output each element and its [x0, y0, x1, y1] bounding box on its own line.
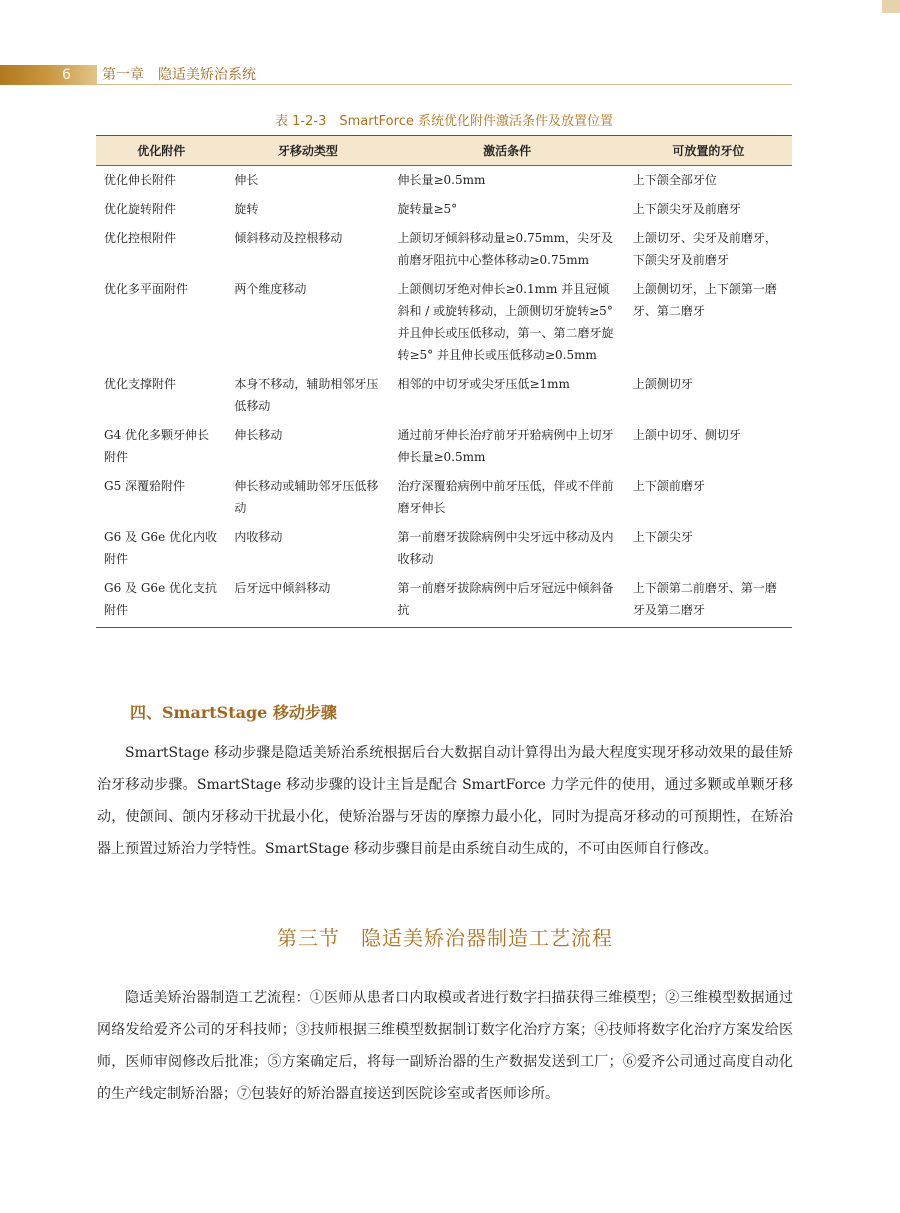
chapter-title: 第一章 隐适美矫治系统 — [102, 67, 256, 83]
column-header: 可放置的牙位 — [625, 136, 792, 166]
table-cell: 上下颌全部牙位 — [632, 173, 717, 187]
table-row — [96, 370, 792, 421]
table-cell: 上下颌尖牙及前磨牙 — [632, 202, 741, 216]
column-header: 优化附件 — [96, 136, 226, 166]
table-row — [96, 421, 792, 472]
table-cell: 上颌切牙倾斜移动量≥0.75mm，尖牙及前磨牙阻抗中心整体移动≥0.75mm — [397, 231, 613, 267]
table-cell: 上下颌前磨牙 — [632, 479, 705, 493]
table-cell: G6 及 G6e 优化支抗附件 — [96, 574, 226, 628]
table-cell: 上下颌尖牙 — [632, 530, 693, 544]
attachment-table — [96, 135, 792, 628]
smartstage-heading: 四、SmartStage 移动步骤 — [130, 703, 337, 722]
table-cell: 第一前磨牙拔除病例中尖牙远中移动及内收移动 — [397, 530, 614, 566]
smartstage-paragraph: SmartStage 移动步骤是隐适美矫治系统根据后台大数据自动计算得出为最大程度实现牙移动效果的最佳矫治牙移动步骤。SmartStage 移动步骤的设计主旨是配合 SmartForce 力学元件的使用，通过多颗或单颗牙移动，使颌间、颌内牙移动干扰最小化，使矫治器与牙齿的摩擦力最小化，同时为提高牙移动的可预期性，在矫治器上预置过矫治力学特性。SmartStage 移动步骤目前是由系统自动生成的，不可由医师自行修改。 — [97, 745, 793, 857]
table-header-row — [96, 136, 792, 166]
table-row — [96, 472, 792, 523]
table-cell: G5 深覆𬌗附件 — [104, 479, 186, 493]
table-cell: 治疗深覆𬌗病例中前牙压低，伴或不伴前磨牙伸长 — [397, 479, 614, 515]
table-cell: 倾斜移动及控根移动 — [234, 231, 343, 245]
table-cell: 上颌侧切牙 — [632, 377, 693, 391]
table-cell: 两个维度移动 — [234, 282, 307, 296]
table-caption: 表 1-2-3 SmartForce 系统优化附件激活条件及放置位置 — [275, 114, 613, 129]
table-cell: G6 及 G6e 优化内收附件 — [104, 530, 217, 566]
corner-tab — [882, 0, 900, 13]
table-cell: 优化控根附件 — [104, 231, 177, 245]
table-cell: 相邻的中切牙或尖牙压低≥1mm — [397, 377, 570, 391]
table-cell: 伸长 — [234, 173, 259, 187]
table-row — [96, 574, 792, 628]
header-band — [0, 65, 97, 85]
table-cell: 伸长移动 — [234, 428, 283, 442]
table-cell: G4 优化多颗牙伸长附件 — [104, 428, 210, 464]
table-cell: 上颌侧切牙，上下颌第一磨牙、第二磨牙 — [632, 282, 777, 318]
table-row — [96, 195, 792, 224]
table-cell: 后牙远中倾斜移动 — [226, 574, 389, 628]
table-cell: 上颌中切牙、侧切牙 — [632, 428, 741, 442]
table-cell: 内收移动 — [234, 530, 283, 544]
page-number: 6 — [62, 67, 71, 83]
table-cell: 上下颌第二前磨牙、第一磨牙及第二磨牙 — [625, 574, 792, 628]
header-rule — [97, 84, 792, 85]
table-cell: 上颌切牙、尖牙及前磨牙，下颌尖牙及前磨牙 — [632, 231, 777, 267]
table-cell: 旋转 — [234, 202, 259, 216]
table-cell: 优化支撑附件 — [104, 377, 177, 391]
table-row — [96, 224, 792, 275]
column-header: 牙移动类型 — [226, 136, 389, 166]
table-row — [96, 275, 792, 370]
section-title: 第三节 隐适美矫治器制造工艺流程 — [277, 926, 613, 950]
column-header: 激活条件 — [389, 136, 624, 166]
table-cell: 伸长移动或辅助邻牙压低移动 — [234, 479, 379, 515]
table-cell: 第一前磨牙拔除病例中后牙冠远中倾斜备抗 — [389, 574, 624, 628]
table-cell: 上颌侧切牙绝对伸长≥0.1mm 并且冠倾斜和 / 或旋转移动，上颌侧切牙旋转≥5° 并且伸长或压低移动，第一、第二磨牙旋转≥5° 并且伸长或压低移动≥0.5mm — [397, 282, 614, 362]
table-row — [96, 166, 792, 196]
table-cell: 旋转量≥5° — [397, 202, 458, 216]
table-cell: 本身不移动，辅助相邻牙压低移动 — [234, 377, 379, 413]
table-row — [96, 523, 792, 574]
table-cell: 优化旋转附件 — [104, 202, 177, 216]
table-cell: 优化多平面附件 — [104, 282, 189, 296]
table-cell: 优化伸长附件 — [104, 173, 177, 187]
table-cell: 伸长量≥0.5mm — [397, 173, 486, 187]
manufacturing-paragraph: 隐适美矫治器制造工艺流程：①医师从患者口内取模或者进行数字扫描获得三维模型；②三维模型数据通过网络发给爱齐公司的牙科技师；③技师根据三维模型数据制订数字化治疗方案；④技师将数字化治疗方案发给医师，医师审阅修改后批准；⑤方案确定后，将每一副矫治器的生产数据发送到工厂；⑥爱齐公司通过高度自动化的生产线定制矫治器；⑦包装好的矫治器直接送到医院诊室或者医师诊所。 — [97, 990, 793, 1102]
table-cell: 通过前牙伸长治疗前牙开𬌗病例中上切牙伸长量≥0.5mm — [397, 428, 614, 464]
